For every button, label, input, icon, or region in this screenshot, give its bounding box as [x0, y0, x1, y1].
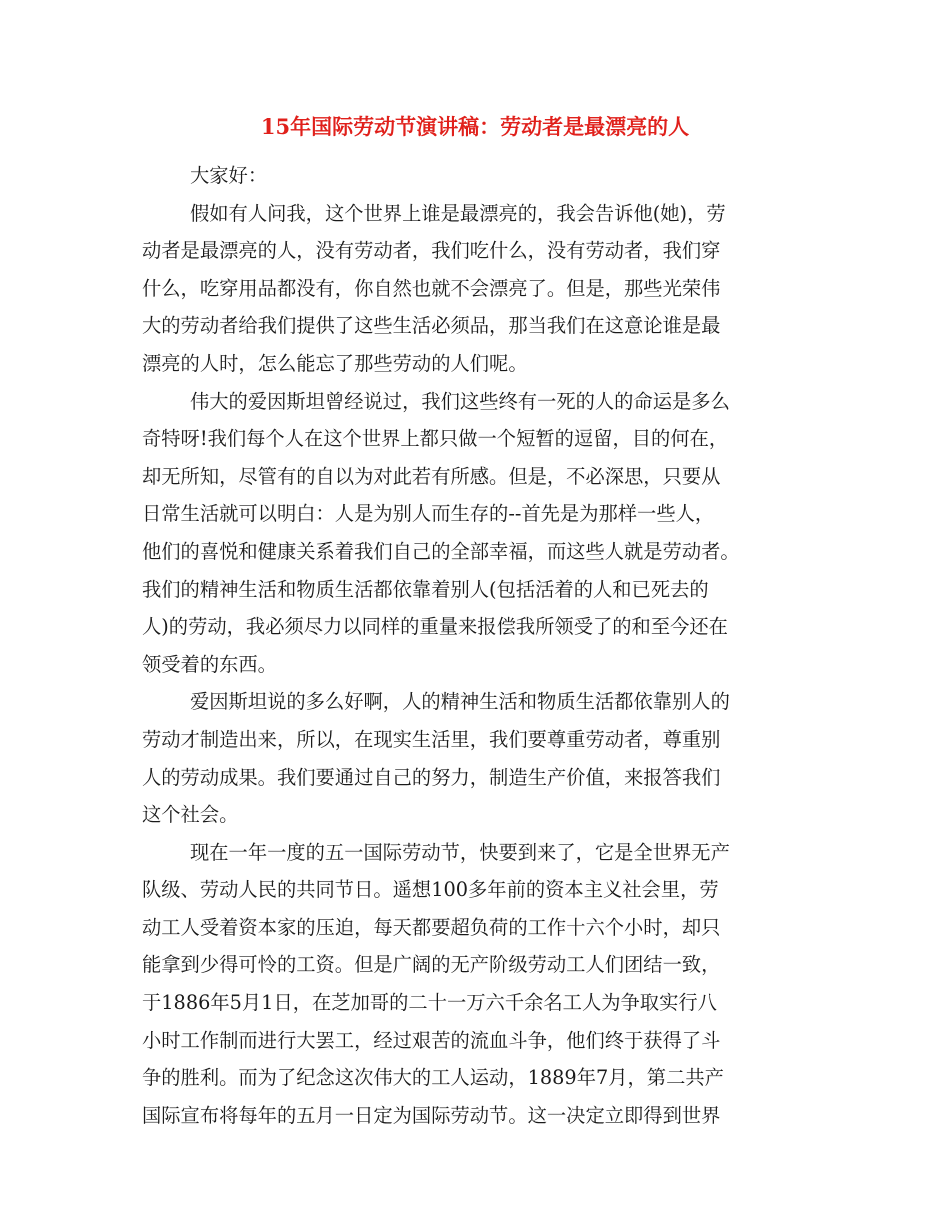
paragraph-line: 国际宣布将每年的五月一日定为国际劳动节。这一决定立即得到世界: [142, 1103, 721, 1127]
paragraph-line: 于1886年5月1日，在芝加哥的二十一万六千余名工人为争取实行八: [142, 991, 717, 1015]
paragraph-line: 漂亮的人时，怎么能忘了那些劳动的人们呢。: [142, 351, 528, 375]
paragraph-first-line: 大家好：: [190, 164, 268, 187]
paragraph-line: 能拿到少得可怜的工资。但是广阔的无产阶级劳动工人们团结一致，: [142, 953, 721, 977]
paragraph-line: 队级、劳动人民的共同节日。遥想100多年前的资本主义社会里，劳: [142, 878, 719, 902]
paragraph-line: 日常生活就可以明白：人是为别人而生存的--首先是为那样一些人，: [142, 502, 715, 526]
paragraph-line: 人)的劳动，我必须尽力以同样的重量来报偿我所领受了的和至今还在: [142, 615, 728, 639]
paragraph-first-line: 假如有人问我，这个世界上谁是最漂亮的，我会告诉他(她)，劳: [190, 201, 726, 225]
paragraph-line: 动者是最漂亮的人，没有劳动者，我们吃什么，没有劳动者，我们穿: [142, 239, 721, 263]
paragraph-line: 这个社会。: [142, 803, 239, 827]
paragraph-line: 领受着的东西。: [142, 652, 277, 676]
paragraph-first-line: 爱因斯坦说的多么好啊，人的精神生活和物质生活都依靠别人的: [190, 690, 730, 714]
paragraph-line: 他们的喜悦和健康关系着我们自己的全部幸福，而这些人就是劳动者。: [142, 539, 740, 563]
paragraph-line: 大的劳动者给我们提供了这些生活必须品，那当我们在这意论谁是最: [142, 314, 721, 338]
paragraph-line: 小时工作制而进行大罢工，经过艰苦的流血斗争，他们终于获得了斗: [142, 1028, 721, 1052]
paragraph-line: 我们的精神生活和物质生活都依靠着别人(包括活着的人和已死去的: [142, 577, 709, 601]
paragraph-line: 却无所知，尽管有的自以为对此若有所感。但是，不必深思，只要从: [142, 464, 721, 488]
paragraph-line: 动工人受着资本家的压迫，每天都要超负荷的工作十六个小时，却只: [142, 915, 721, 939]
paragraph-line: 争的胜利。而为了纪念这次伟大的工人运动，1889年7月，第二共产: [142, 1066, 724, 1090]
paragraph-line: 什么，吃穿用品都没有，你自然也就不会漂亮了。但是，那些光荣伟: [142, 276, 721, 300]
paragraph-line: 劳动才制造出来，所以，在现实生活里，我们要尊重劳动者，尊重别: [142, 727, 721, 751]
document-body: [142, 157, 812, 1134]
paragraph-first-line: 现在一年一度的五一国际劳动节，快要到来了，它是全世界无产: [190, 840, 730, 864]
paragraph-line: 人的劳动成果。我们要通过自己的努力，制造生产价值，来报答我们: [142, 765, 721, 789]
paragraph-first-line: 伟大的爱因斯坦曾经说过，我们这些终有一死的人的命运是多么: [190, 389, 730, 413]
paragraph-line: 奇特呀!我们每个人在这个世界上都只做一个短暂的逗留，目的何在，: [142, 427, 729, 451]
document-title: 15年国际劳动节演讲稿：劳动者是最漂亮的人: [260, 114, 690, 139]
